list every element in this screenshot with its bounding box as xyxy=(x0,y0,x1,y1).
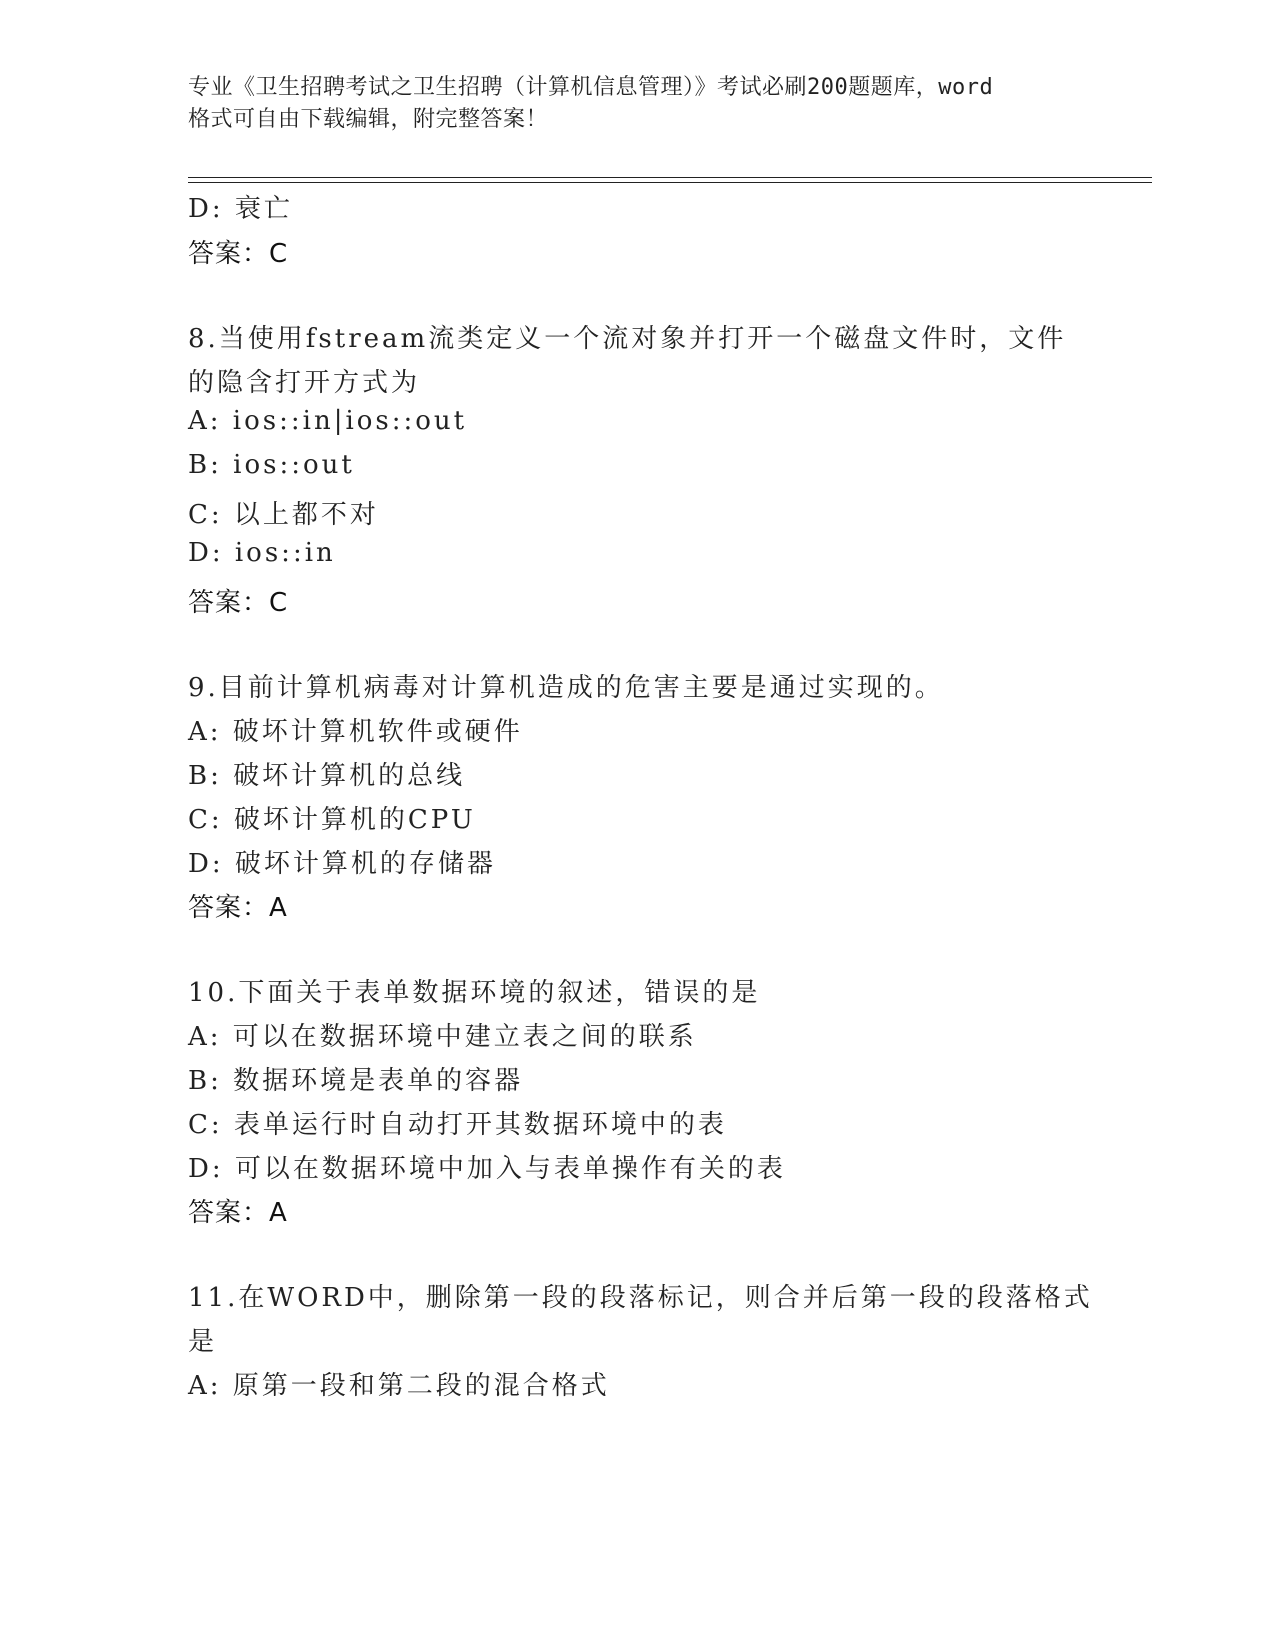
prev-option-d: D: 衰亡 xyxy=(188,194,293,224)
header-rule-top xyxy=(188,177,1152,178)
q8-stem-line-2: 的隐含打开方式为 xyxy=(188,368,421,398)
q9-option-c: C: 破坏计算机的CPU xyxy=(188,805,476,835)
q10-option-b: B: 数据环境是表单的容器 xyxy=(188,1066,524,1096)
q8-stem-line-1: 8.当使用fstream流类定义一个流对象并打开一个磁盘文件时，文件 xyxy=(188,324,1067,354)
q10-answer: 答案：A xyxy=(188,1198,288,1228)
q10-option-d: D: 可以在数据环境中加入与表单操作有关的表 xyxy=(188,1154,786,1184)
q8-option-d: D: ios::in xyxy=(188,538,336,568)
q10-option-c: C: 表单运行时自动打开其数据环境中的表 xyxy=(188,1110,727,1140)
prev-answer: 答案：C xyxy=(188,239,289,269)
q9-option-d: D: 破坏计算机的存储器 xyxy=(188,849,496,879)
header-rule-bottom xyxy=(188,182,1152,183)
q9-stem-line-1: 9.目前计算机病毒对计算机造成的危害主要是通过实现的。 xyxy=(188,673,944,703)
header-line-1: 专业《卫生招聘考试之卫生招聘（计算机信息管理）》考试必刷200题题库，word xyxy=(188,75,994,100)
q9-option-a: A: 破坏计算机软件或硬件 xyxy=(188,717,523,747)
q10-option-a: A: 可以在数据环境中建立表之间的联系 xyxy=(188,1022,697,1052)
page-header xyxy=(188,72,1088,136)
q9-option-b: B: 破坏计算机的总线 xyxy=(188,761,466,791)
q8-option-b: B: ios::out xyxy=(188,450,355,480)
header-line-2: 格式可自由下载编辑，附完整答案！ xyxy=(188,107,549,132)
q11-stem-line-2: 是 xyxy=(188,1327,218,1357)
q8-option-a: A: ios::in|ios::out xyxy=(188,406,468,436)
q11-stem-line-1: 11.在WORD中，删除第一段的段落标记，则合并后第一段的段落格式 xyxy=(188,1283,1093,1313)
q8-answer: 答案：C xyxy=(188,588,289,618)
q10-stem-line-1: 10.下面关于表单数据环境的叙述，错误的是 xyxy=(188,978,761,1008)
q9-answer: 答案：A xyxy=(188,893,288,923)
q11-option-a: A: 原第一段和第二段的混合格式 xyxy=(188,1371,610,1401)
q8-option-c: C: 以上都不对 xyxy=(188,500,379,530)
